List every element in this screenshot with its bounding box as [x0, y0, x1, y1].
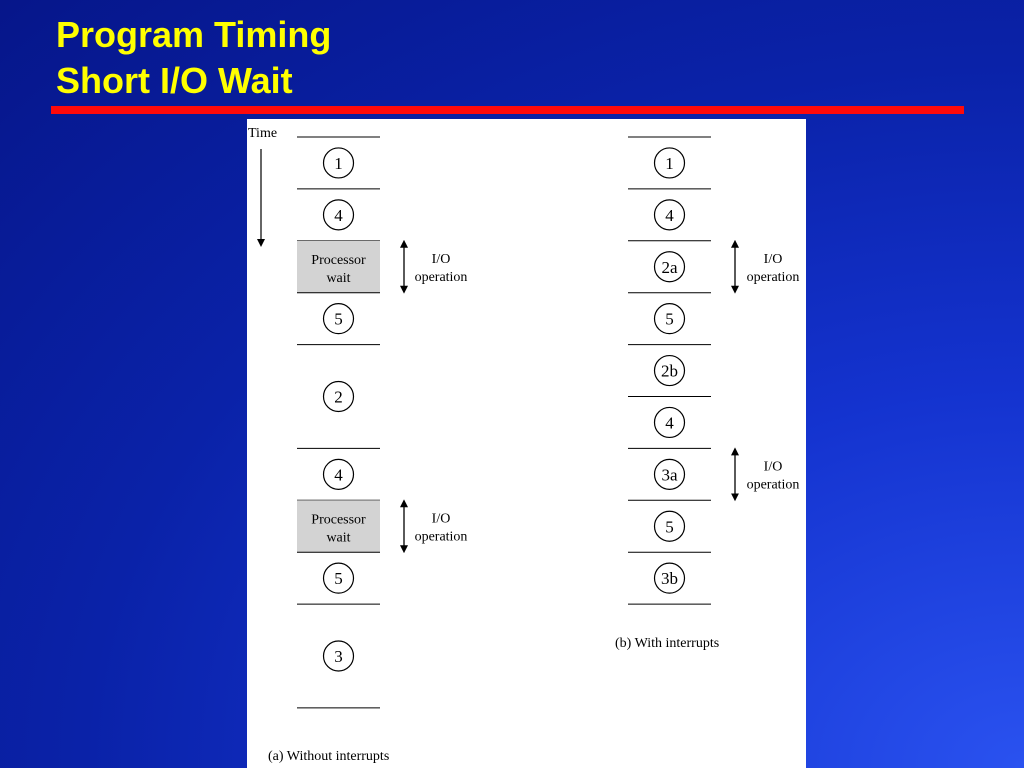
col-a-caption: (a) Without interrupts [268, 749, 390, 764]
title-underline [51, 106, 964, 114]
col-a-segment-label: 4 [334, 205, 343, 225]
col-a-segment-label: 5 [334, 569, 343, 589]
col-a-io-label: operation [414, 529, 468, 545]
col-b-io-label: I/O [763, 251, 783, 267]
col-b-segment-label: 1 [665, 153, 674, 173]
col-a-io-label: operation [414, 269, 468, 285]
col-a-segment-label: 4 [334, 465, 343, 485]
col-a-processor-wait-label: wait [326, 530, 351, 546]
slide-title [56, 12, 331, 104]
col-b-segment-label: 3b [661, 569, 678, 589]
col-a-processor-wait-label: Processor [311, 512, 366, 528]
slide-title-line2: Short I/O Wait [56, 60, 293, 101]
col-a-io-label: I/O [431, 511, 451, 527]
col-a-segment-label: 5 [334, 309, 343, 329]
timing-diagram-svg [247, 119, 806, 768]
col-b-caption: (b) With interrupts [615, 636, 720, 651]
col-b-io-label: I/O [763, 459, 783, 475]
col-a-segment-label: 2 [334, 387, 343, 407]
col-a-processor-wait-label: Processor [311, 252, 366, 268]
col-a-processor-wait-label: wait [326, 270, 351, 286]
col-b-io-label: operation [746, 477, 800, 493]
col-b-segment-label: 5 [665, 517, 674, 537]
col-b-segment-label: 4 [665, 413, 674, 433]
col-b-segment-label: 5 [665, 309, 674, 329]
col-b-segment-label: 2a [661, 257, 678, 277]
slide-title-line1: Program Timing [56, 14, 332, 55]
col-b-segment-label: 2b [661, 361, 678, 381]
col-a-segment-label: 1 [334, 153, 343, 173]
col-b-segment-label: 3a [661, 465, 678, 485]
col-b-io-label: operation [746, 269, 800, 285]
col-a-io-label: I/O [431, 251, 451, 267]
col-a-segment-label: 3 [334, 647, 343, 666]
timing-diagram [247, 119, 806, 768]
time-axis-label: Time [248, 126, 278, 141]
col-b-segment-label: 4 [665, 205, 674, 225]
